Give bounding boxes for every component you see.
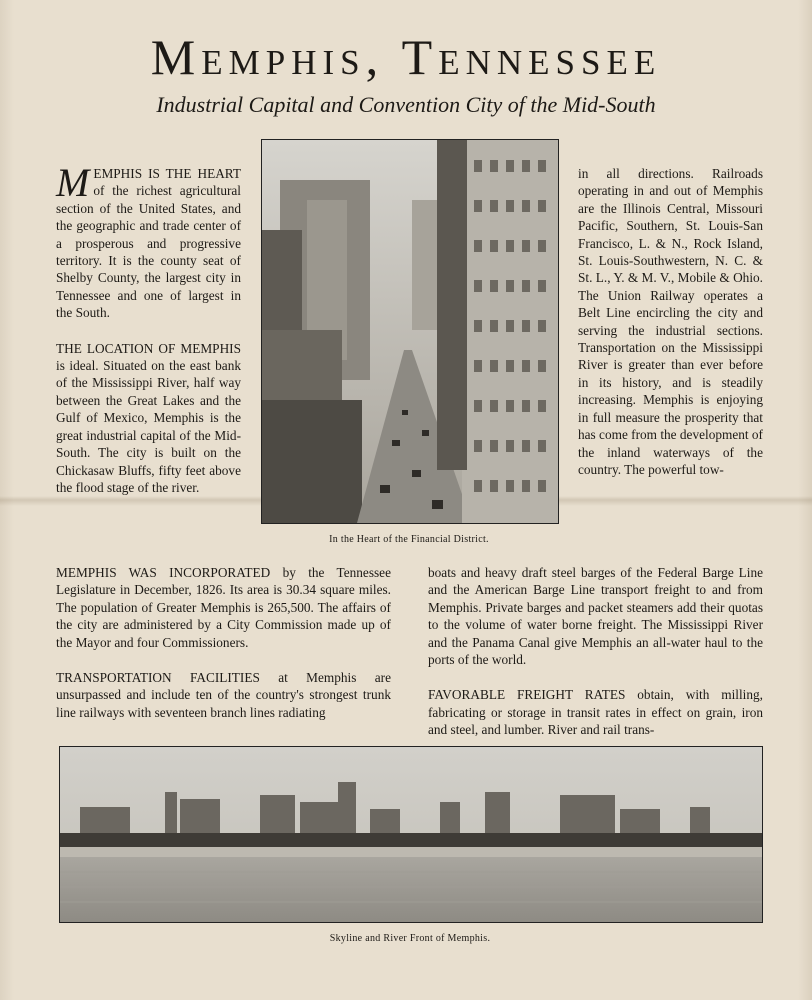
paragraph-barges: boats and heavy draft steel barges of the Federal Barge Line and the American Barge Line transport freight to and from Memphis. Private barges and packet steamers add their quotas to the volume of water borne freight. The Mississippi River and the Panama Canal give Memphis an all-water haul to the ports of the world. bbox=[428, 565, 763, 668]
paragraph-location: THE LOCATION OF MEMPHIS is ideal. Situated on the east bank of the Mississippi River, half way between the Great Lakes and the Gulf of Mexico, Memphis is the great industrial capital of the Mid-South. The city is built on the Chickasaw Bluffs, fifty feet above the flood stage of the river. bbox=[56, 340, 241, 495]
paragraph-freight: FAVORABLE FREIGHT RATES obtain, with milling, fabricating or storage in transit rates in effect on grain, iron and steel, and lumber. River and rail trans- bbox=[428, 687, 763, 738]
lower-left-column bbox=[56, 564, 391, 739]
paragraph-transportation: TRANSPORTATION FACILITIES at Memphis are unsurpassed and include ten of the country's strongest trunk line railways with seventeen branch lines radiating bbox=[56, 670, 391, 720]
drop-cap: M bbox=[56, 160, 90, 205]
page-subtitle: Industrial Capital and Convention City of the Mid-South bbox=[156, 92, 656, 117]
photo-caption-skyline: Skyline and River Front of Memphis. bbox=[329, 933, 491, 944]
paragraph-incorporated: MEMPHIS WAS INCORPORATED by the Tennessee Legislature in December, 1826. Its area is 30.34 square miles. The population of Greater Memphis is 265,500. The affairs of the city are administered by a City Commission made up of the Mayor and four Commissioners. bbox=[56, 565, 391, 650]
paragraph-railroads: in all directions. Railroads operating in and out of Memphis are the Illinois Central, Missouri Pacific, Southern, St. Louis-San Francisco, L. & N., Rock Island, St. Louis-Southwestern, N. C. & St. L., Y. & M. V., Mobile & Ohio. The Union Railway operates a Belt Line encircling the city and serving the industrial sections. Transportation on the Mississippi River is greater than ever before in its history, and is steadily increasing. Memphis is enjoying in full measure the prosperity that has come from the development of the inland waterways of the country. The powerful tow- bbox=[578, 166, 763, 477]
paragraph-heart-text: EMPHIS IS THE HEART of the richest agricultural section of the United States, and the geographic and trade center of a prosperous and progressive territory. It is the county seat of Shelby County, the largest city in Tennessee and one of largest in the South. bbox=[56, 166, 241, 321]
financial-district-photo bbox=[261, 139, 559, 524]
paragraph-heart bbox=[56, 160, 241, 322]
skyline-photo bbox=[59, 746, 763, 923]
left-column bbox=[56, 160, 241, 514]
page-title: Memphis, Tennessee bbox=[150, 29, 662, 85]
lower-right-column bbox=[428, 564, 763, 757]
right-column bbox=[578, 165, 763, 496]
photo-caption-financial: In the Heart of the Financial District. bbox=[329, 534, 489, 545]
